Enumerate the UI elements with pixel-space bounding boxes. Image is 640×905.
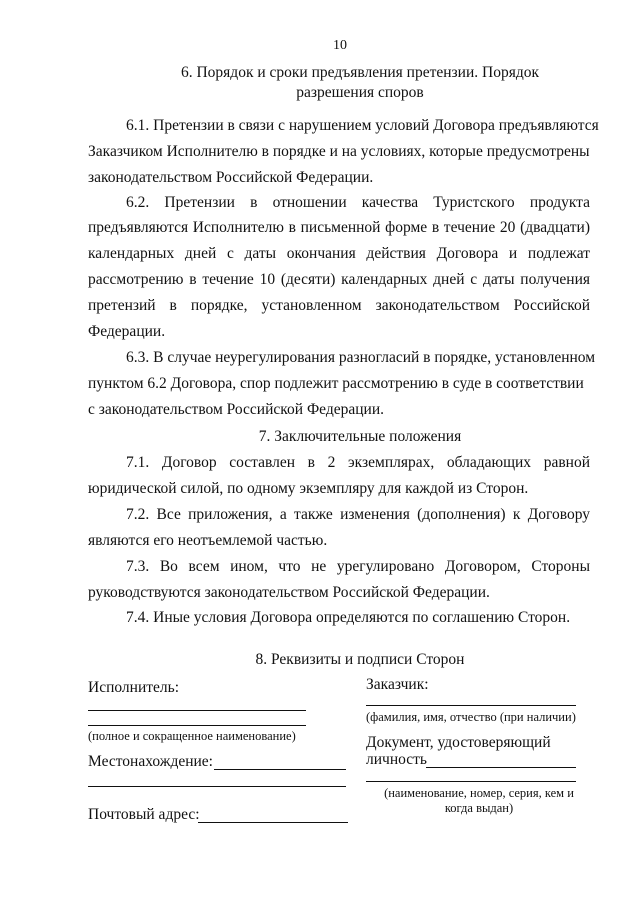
identity-document-caption-line-1: (наименование, номер, серия, кем и [384, 786, 574, 800]
identity-document-caption-line-2: когда выдан) [444, 801, 514, 815]
paragraph-7-4: 7.4. Иные условия Договора определяются по соглашению Сторон. [126, 609, 571, 626]
executor-name-line-2 [88, 725, 306, 726]
executor-name-line-1 [88, 710, 306, 711]
section-8-title: 8. Реквизиты и подписи Сторон [255, 651, 465, 668]
identity-document-extra-line [366, 781, 576, 782]
location-extra-line [88, 786, 346, 787]
executor-name-caption: (полное и сокращенное наименование) [88, 729, 296, 743]
paragraph-7-1-line: юридической силой, по одному экземпляру для каждой из Сторон. [88, 480, 529, 497]
paragraph-6-2-line: предъявляются Исполнителю в письменной форме в течение 20 (двадцати) [88, 219, 590, 236]
postal-address-field [198, 822, 348, 823]
identity-document-field [426, 767, 576, 768]
paragraph-6-3-line: 6.3. В случае неурегулирования разногласий в порядке, установленном [126, 349, 596, 366]
paragraph-6-2-line: претензий в порядке, установленном законодательством Российской [88, 297, 590, 314]
page-number: 10 [333, 38, 347, 53]
postal-address-label: Почтовый адрес: [88, 806, 200, 823]
paragraph-6-3-line: пунктом 6.2 Договора, спор подлежит рассмотрению в суде в соответствии [88, 375, 584, 392]
paragraph-7-2-line: являются его неотъемлемой частью. [88, 532, 328, 549]
section-6-title [140, 63, 580, 103]
paragraph-7-3-line: 7.3. Во всем ином, что не урегулировано Договором, Стороны [126, 558, 590, 575]
paragraph-6-2-line: рассмотрению в течение 10 (десяти) календарных дней с даты получения [88, 271, 590, 288]
paragraph-6-1-line: законодательством Российской Федерации. [88, 169, 374, 186]
paragraph-7-1-line: 7.1. Договор составлен в 2 экземплярах, обладающих равной [126, 454, 590, 471]
paragraph-7-3-line: руководствуются законодательством Российской Федерации. [88, 584, 490, 601]
customer-heading: Заказчик: [366, 676, 429, 693]
paragraph-6-3-line: с законодательством Российской Федерации. [88, 401, 385, 418]
paragraph-6-2-line: Федерации. [88, 323, 166, 340]
identity-document-label-line-2: личность [366, 751, 427, 768]
section-7-title: 7. Заключительные положения [258, 428, 462, 445]
executor-heading: Исполнитель: [88, 679, 180, 696]
paragraph-7-2-line: 7.2. Все приложения, а также изменения (дополнения) к Договору [126, 506, 590, 523]
paragraph-6-1-line: 6.1. Претензии в связи с нарушением условий Договора предъявляются [126, 117, 599, 134]
customer-name-line [366, 705, 576, 706]
customer-name-caption: (фамилия, имя, отчество (при наличии) [366, 710, 576, 724]
paragraph-6-2-line: календарных дней с даты окончания действия Договора и подлежат [88, 245, 590, 262]
location-label: Местонахождение: [88, 753, 213, 770]
paragraph-6-1-line: Заказчиком Исполнителю в порядке и на условиях, которые предусмотрены [88, 143, 590, 160]
location-field [214, 769, 346, 770]
identity-document-label-line-1: Документ, удостоверяющий [366, 734, 551, 751]
paragraph-6-2-line: 6.2. Претензии в отношении качества Туристского продукта [126, 194, 590, 211]
section-6-title-line-1: 6. Порядок и сроки предъявления претензии. Порядок [180, 64, 539, 81]
section-6-title-line-2: разрешения споров [296, 84, 424, 101]
